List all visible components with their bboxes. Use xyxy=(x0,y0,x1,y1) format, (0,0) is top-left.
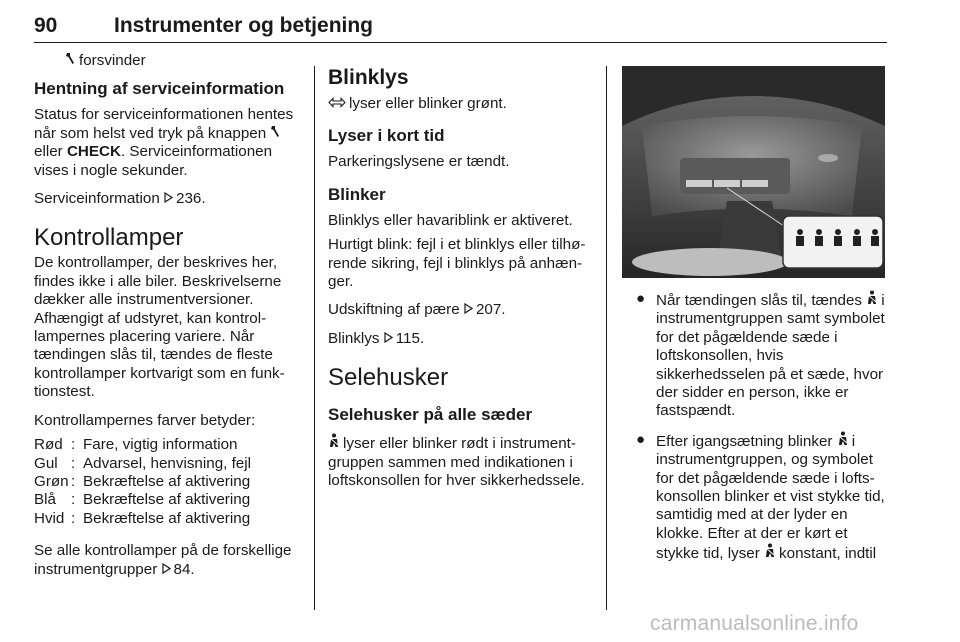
list-item: Rød : Fare, vigtig information xyxy=(34,436,238,454)
selehusker-heading: Selehusker xyxy=(328,364,449,392)
blinklys-green: lyser eller blinker grønt. xyxy=(328,95,594,113)
column-2 xyxy=(328,52,594,490)
list-item: Hvid : Bekræftelse af aktivering xyxy=(34,509,251,527)
list-item: Grøn : Bekræftelse af aktivering xyxy=(34,472,251,490)
reference-triangle-icon xyxy=(384,330,393,348)
blinklys-heading: Blinklys xyxy=(328,66,409,89)
reference-triangle-icon xyxy=(464,301,473,319)
column-divider xyxy=(314,66,315,610)
selehusker-paragraph: lyser eller blinker rødt i instrumentgruppen sammen med indikationen i loftskonsollen for hver sikkerhedssele. xyxy=(328,435,585,490)
selehusker-all-heading: Selehusker på alle sæder xyxy=(328,405,533,425)
blinker-heading: Blinker xyxy=(328,184,386,204)
watermark: carmanualsonline.info xyxy=(650,612,859,635)
double-arrow-outline-icon xyxy=(328,95,346,113)
list-item: ● Når tændingen slås til, tændes i instrumentgruppen samt symbolet for det pågældende sæde i loftskonsollen, hvis sikkerhedsselen på et sæde, hvor der sidder en person, ikke er fastspændt. xyxy=(636,290,885,420)
wrench-icon xyxy=(65,52,76,70)
kontrollamper-heading: Kontrollamper xyxy=(34,224,184,252)
blinklys-reference: Blinklys 115. xyxy=(328,329,425,347)
service-paragraph: Status for serviceinformationen hentes når som helst ved tryk på knappen eller CHECK. Serviceinformationen vises i nogle sekunder. xyxy=(34,106,294,179)
page-title: Instrumenter og betjening xyxy=(114,14,374,37)
list-item: Blå : Bekræftelse af aktivering xyxy=(34,491,251,509)
page-header xyxy=(34,10,887,43)
service-heading: Hentning af serviceinformation xyxy=(34,79,285,99)
wrench-icon xyxy=(270,125,281,143)
page-number: 90 xyxy=(34,14,58,37)
fast-blink-paragraph: Hurtigt blink: fejl i et blinklys eller tilhørende sikring, fejl i blinklys på anhænger. xyxy=(328,236,586,291)
colors-intro: Kontrollampernes farver betyder: xyxy=(34,411,256,429)
seatbelt-person-icon xyxy=(328,433,340,453)
kontrollamper-paragraph: De kontrollamper, der beskrives her, findes ikke i alle biler. Beskrivelserne dækker alle instrumentversioner. Afhængigt af udstyret, kan kontrollampernes placering variere. Når tændingen slås til, tændes de fleste kontrollamper kortvarigt som en funktionstest. xyxy=(34,254,285,401)
column-3 xyxy=(636,290,888,564)
short-time-paragraph: Parkeringslysene er tændt. xyxy=(328,153,510,171)
list-item: ● Efter igangsætning blinker i instrumentgruppen, og symbolet for det pågældende sæde i loftskonsollen blinker et vist stykke tid, samtidig med at der lyder en klokke. Efter at der er kørt et stykke tid, lyser konstant, indtil xyxy=(636,430,885,563)
replace-bulb-reference: Udskiftning af pære 207. xyxy=(328,301,506,319)
short-time-heading: Lyser i kort tid xyxy=(328,126,445,146)
overhead-console-photo xyxy=(622,66,885,278)
seatbelt-person-icon xyxy=(764,543,776,563)
reference-triangle-icon xyxy=(164,190,173,208)
see-all-paragraph: Se alle kontrollamper på de forskellige instrumentgrupper 84. xyxy=(34,542,292,578)
column-1 xyxy=(34,52,302,579)
blinker-paragraph: Blinklys eller havariblink er aktiveret. xyxy=(328,211,573,229)
seatbelt-person-icon xyxy=(866,290,878,310)
colors-list xyxy=(34,436,302,528)
service-reference: Serviceinformation 236. xyxy=(34,190,206,208)
list-item: Gul : Advarsel, henvisning, fejl xyxy=(34,454,251,472)
reference-triangle-icon xyxy=(162,561,171,579)
column-divider xyxy=(606,66,607,610)
service-disappears-line: forsvinder xyxy=(34,52,302,70)
seatbelt-person-icon xyxy=(837,431,849,451)
